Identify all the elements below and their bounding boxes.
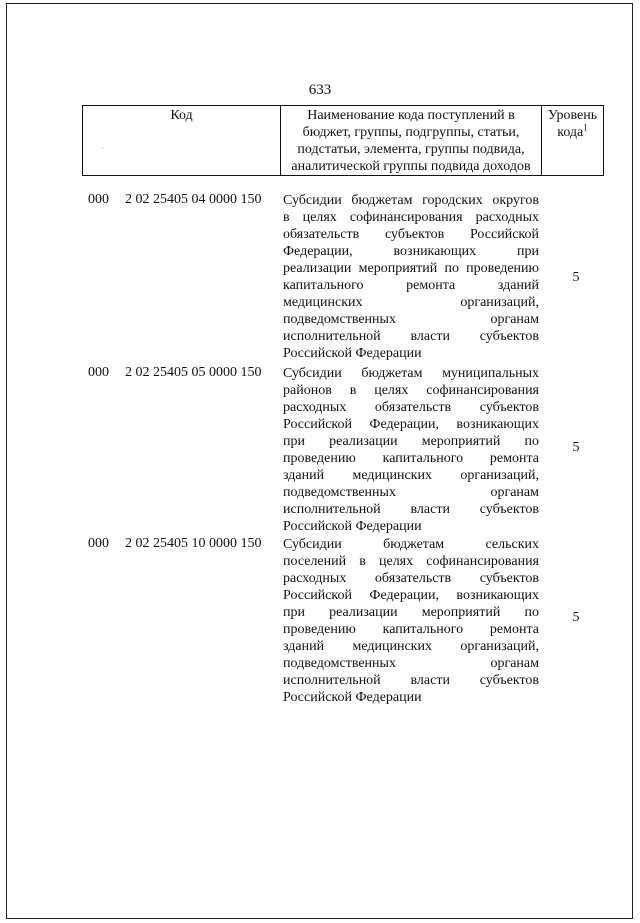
row-description-line: Субсидии бюджетам городских округов	[283, 193, 539, 208]
row-description-line: медицинских организаций,	[283, 295, 539, 310]
row-admin-code: 000	[88, 536, 109, 551]
row-description	[283, 192, 539, 362]
header-level-footnote: 1	[583, 122, 588, 133]
header-level-line1: Уровень	[547, 108, 598, 123]
row-description-line: районов в целях софинансирования	[283, 383, 539, 398]
row-description-line: в целях софинансирования расходных	[283, 210, 539, 225]
row-description-line: обязательств субъектов Российской	[283, 227, 539, 242]
row-description-line: подведомственных органам	[283, 656, 539, 671]
row-description-line: подведомственных органам	[283, 312, 539, 327]
row-description-line: капитального ремонта зданий	[283, 278, 539, 293]
row-description-line: исполнительной власти субъектов	[283, 673, 539, 688]
row-description	[283, 536, 539, 706]
row-admin-code: 000	[88, 192, 109, 207]
row-description	[283, 365, 539, 535]
row-description-line: проведению капитального ремонта	[283, 451, 539, 466]
row-budget-code: 2 02 25405 05 0000 150	[125, 365, 262, 380]
header-name-line: подстатьи, элемента, группы подвида,	[297, 142, 525, 157]
header-level-line2	[542, 124, 603, 141]
header-level-text	[542, 107, 603, 141]
row-admin-code: 000	[88, 365, 109, 380]
page-number: 633	[308, 82, 332, 98]
row-description-line: реализации мероприятий по проведению	[283, 261, 539, 276]
header-cell-level	[541, 105, 604, 176]
row-description-line: подведомственных органам	[283, 485, 539, 500]
row-description-line: Субсидии бюджетам сельских	[283, 537, 539, 552]
header-cell-code	[82, 105, 281, 176]
row-description-line: проведению капитального ремонта	[283, 622, 539, 637]
row-description-line: исполнительной власти субъектов	[283, 329, 539, 344]
header-code-label: Код	[170, 108, 193, 123]
row-description-line: Федерации, возникающих при	[283, 244, 539, 259]
row-description-line: Российской Федерации, возникающих	[283, 588, 539, 603]
row-description-line: Российской Федерации	[283, 519, 422, 534]
row-level: 5	[572, 610, 580, 625]
row-description-line: Российской Федерации, возникающих	[283, 417, 539, 432]
row-description-line: исполнительной власти субъектов	[283, 502, 539, 517]
header-name-line: аналитической группы подвида доходов	[291, 159, 531, 174]
row-description-line: при реализации мероприятий по	[283, 434, 539, 449]
row-description-line: Субсидии бюджетам муниципальных	[283, 366, 539, 381]
header-decor-dot: ·	[101, 144, 104, 153]
row-description-line: Российской Федерации	[283, 346, 422, 361]
row-description-line: при реализации мероприятий по	[283, 605, 539, 620]
row-description-line: расходных обязательств субъектов	[283, 571, 539, 586]
header-name-line: Наименование кода поступлений в	[307, 108, 515, 123]
row-level: 5	[572, 440, 580, 455]
header-name-line: бюджет, группы, подгруппы, статьи,	[302, 125, 520, 140]
row-budget-code: 2 02 25405 10 0000 150	[125, 536, 262, 551]
row-budget-code: 2 02 25405 04 0000 150	[125, 192, 262, 207]
header-level-word: кода	[557, 125, 584, 140]
row-description-line: расходных обязательств субъектов	[283, 400, 539, 415]
row-description-line: зданий медицинских организаций,	[283, 468, 539, 483]
row-description-line: поселений в целях софинансирования	[283, 554, 539, 569]
row-description-line: зданий медицинских организаций,	[283, 639, 539, 654]
header-name-text	[281, 107, 541, 175]
row-description-line: Российской Федерации	[283, 690, 422, 705]
row-level: 5	[572, 270, 580, 285]
header-cell-name	[280, 105, 542, 176]
